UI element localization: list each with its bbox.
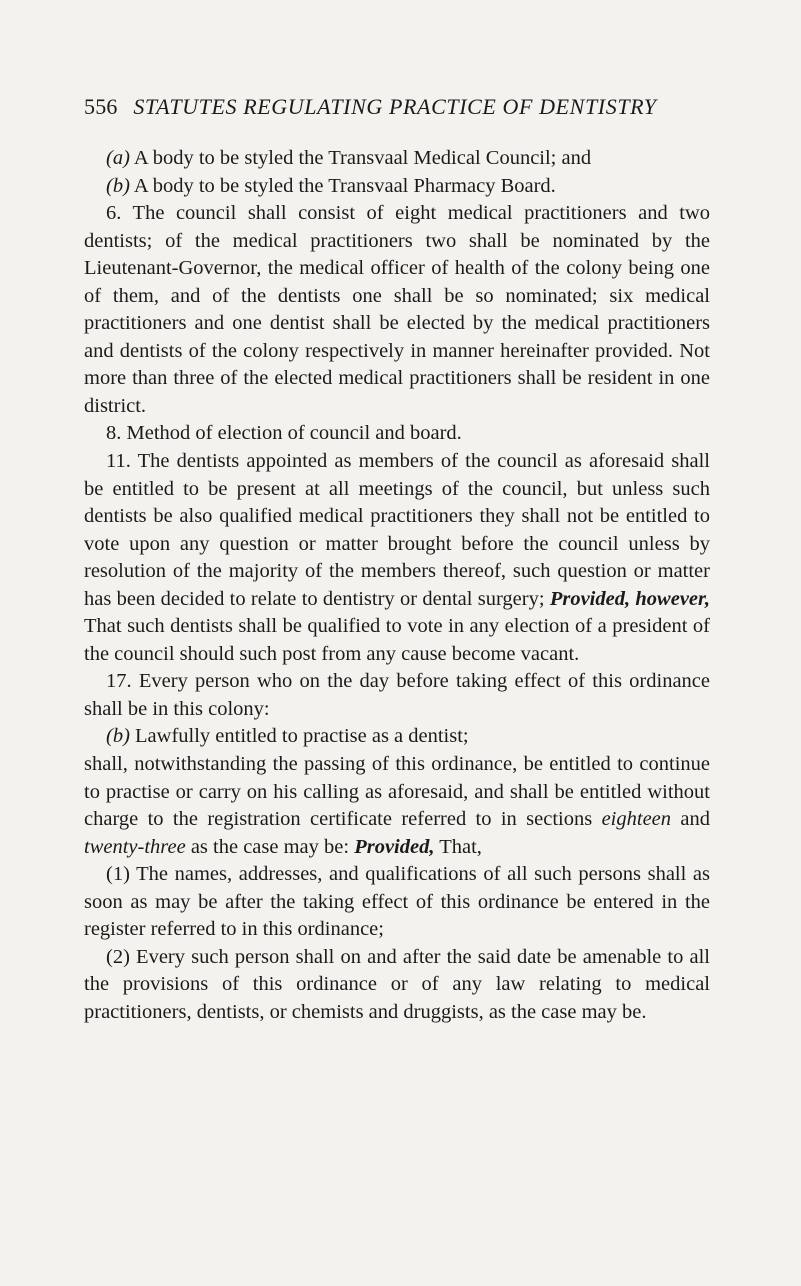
statute-text bbox=[84, 145, 710, 1027]
section-17-cont-text-after: That, bbox=[434, 835, 482, 858]
clause-b-marker: (b) bbox=[106, 174, 130, 197]
section-ref-eighteen: eighteen bbox=[601, 808, 672, 831]
section-8: 8. Method of election of council and board. bbox=[106, 422, 462, 445]
section-17-clause-b bbox=[84, 723, 710, 751]
section-ref-conjunction: and bbox=[671, 808, 710, 831]
proviso-item-2: (2) Every such person shall on and after the said date be amenable to all the provisions of this ordinance or of any law relating to medical practitioners, dentists, or chemists and druggists, as the case may be. bbox=[84, 945, 710, 1023]
section-17-clause-b-text: Lawfully entitled to practise as a dentist; bbox=[129, 725, 469, 748]
section-17-clause-b-marker: (b) bbox=[106, 725, 130, 748]
section-17: 17. Every person who on the day before taking effect of this ordinance shall be in this colony: bbox=[84, 670, 710, 720]
running-head bbox=[84, 94, 724, 120]
clause-b bbox=[84, 173, 710, 201]
clause-a-text: A body to be styled the Transvaal Medical Council; and bbox=[129, 147, 592, 169]
section-11 bbox=[84, 448, 710, 668]
page-number: 556 bbox=[84, 94, 118, 119]
section-11-text-after: That such dentists shall be qualified to vote in any election of a president of the council should such post from any cause become vacant. bbox=[84, 615, 710, 665]
section-6: 6. The council shall consist of eight medical practitioners and two dentists; of the medical practitioners two shall be nominated by the Lieutenant-Governor, the medical officer of health of the colony being one of them, and of the dentists one shall be so nominated; six medical practitioners and one dentist shall be elected by the medical practitioners and dentists of the colony respectively in manner hereinafter provided. Not more than three of the elected medical practitioners shall be resident in one district. bbox=[84, 202, 710, 417]
clause-a bbox=[84, 145, 710, 173]
section-ref-twenty-three: twenty-three bbox=[84, 835, 186, 858]
section-17-cont-text-mid: as the case may be: bbox=[185, 835, 355, 858]
section-17-continuation bbox=[84, 751, 710, 861]
clause-a-marker: (a) bbox=[106, 147, 130, 169]
section-17-cont-text-before: shall, notwithstanding the passing of this ordinance, be entitled to continue to practise or carry on his calling as aforesaid, and shall be entitled without charge to the registration certificate referred to in sections bbox=[84, 753, 710, 831]
running-head-title: STATUTES REGULATING PRACTICE OF DENTISTRY bbox=[133, 94, 657, 119]
section-11-text-before: 11. The dentists appointed as members of the council as aforesaid shall be entitled to be present at all meetings of the council, but unless such dentists be also qualified medical practitioners they shall not be entitled to vote upon any question or matter brought before the council unless by resolution of the majority of the members thereof, such question or matter has been decided to relate to dentistry or dental surgery; bbox=[84, 450, 710, 610]
clause-b-text: A body to be styled the Transvaal Pharmacy Board. bbox=[129, 174, 556, 197]
section-11-proviso: Provided, however, bbox=[549, 587, 710, 610]
proviso-item-1: (1) The names, addresses, and qualifications of all such persons shall as soon as may be after the taking effect of this ordinance be entered in the register referred to in this ordinance; bbox=[84, 863, 710, 941]
section-17-proviso: Provided, bbox=[354, 835, 435, 858]
